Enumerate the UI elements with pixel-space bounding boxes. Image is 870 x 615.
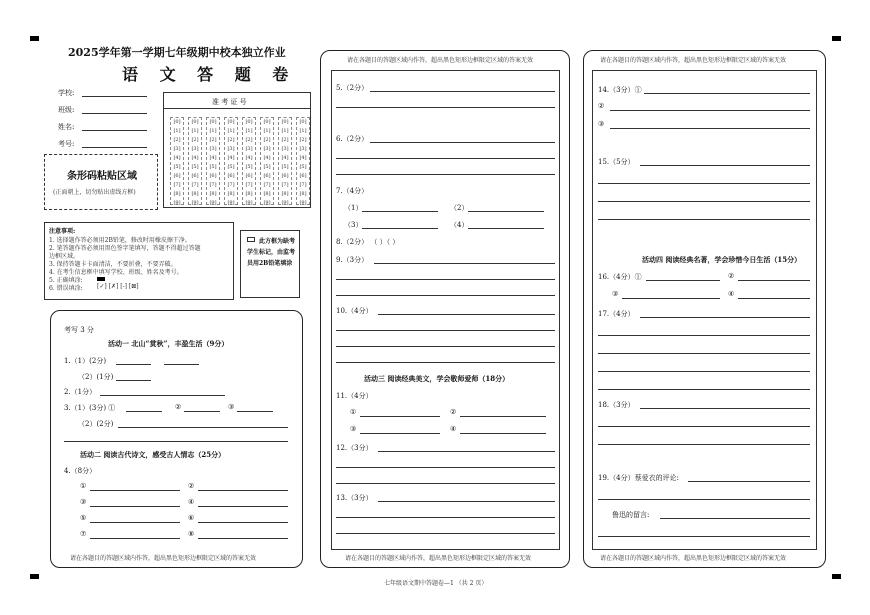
exam-id-bubble[interactable]: [5]: [263, 164, 271, 170]
exam-id-bubble[interactable]: [8]: [227, 191, 235, 197]
field-id-label: 考号:: [58, 140, 75, 148]
column-2-footer: 请在各题目的答题区域内作答，超出黑色矩形边框限定区域的答案无效: [345, 555, 532, 562]
exam-id-bubble[interactable]: [6]: [173, 173, 181, 179]
q17-blank[interactable]: [598, 353, 810, 354]
notes-item: 3. 保持答题卡卡面清洁，不要折叠，不要弄破。: [49, 261, 177, 268]
exam-id-bubble[interactable]: [7]: [209, 182, 217, 188]
page-footer: 七年级语文期中答题卷—1 （共 2 页）: [384, 580, 488, 587]
q1b-label: （2）(1分): [78, 373, 114, 381]
absent-note: 此方框为缺考学生标记，由监考员用2B铅笔填涂: [247, 238, 296, 267]
q2-label: 2.（1分）: [64, 388, 97, 396]
q6-blank[interactable]: [336, 174, 555, 175]
q4-blank[interactable]: [198, 506, 288, 507]
exam-id-bubble[interactable]: [1]: [209, 128, 217, 134]
exam-id-bubble[interactable]: [4]: [173, 155, 181, 161]
wrong-fill-icon: [✓] [✗] [-] [⊠]: [97, 283, 139, 290]
barcode-area: [44, 154, 158, 210]
notes-item: 5. 正确填涂:: [49, 277, 83, 284]
q3a2-label: ②: [175, 403, 182, 411]
q13-label: 13.（3分）: [336, 494, 373, 502]
exam-id-bubble[interactable]: [4]: [281, 155, 289, 161]
exam-id-bubble[interactable]: [0]: [299, 119, 307, 125]
notes-item: 2. 笔答题作答必须用黑色签字笔填写，答题不得超过答题: [49, 245, 201, 252]
q11-blank[interactable]: [460, 416, 546, 417]
q16-label: 16.（4分）①: [598, 273, 642, 281]
notes-item: 6. 错误填涂:: [49, 285, 83, 292]
q4-label: 4.（8分）: [64, 467, 97, 475]
q1a-label: 1.（1）(2分): [64, 357, 107, 365]
q15-label: 15.（5分）: [598, 158, 635, 166]
exam-id-bubble[interactable]: [8]: [209, 191, 217, 197]
q7-item: （2）: [450, 204, 469, 212]
exam-id-bubble[interactable]: [0]: [173, 119, 181, 125]
exam-id-bubble[interactable]: [1]: [173, 128, 181, 134]
barcode-note: (正面朝上，切勿贴出虚线方框): [53, 189, 136, 196]
exam-id-bubble[interactable]: [5]: [227, 164, 235, 170]
exam-id-bubble[interactable]: [5]: [173, 164, 181, 170]
exam-id-title: 准 考 证 号: [212, 98, 247, 106]
q6-blank[interactable]: [370, 142, 555, 143]
exam-id-column[interactable]: [170, 117, 184, 205]
q3b-label: （2）(2分): [78, 420, 114, 428]
q4-blank[interactable]: [198, 490, 288, 491]
q10-blank[interactable]: [336, 362, 555, 363]
exam-id-bubble[interactable]: [8]: [245, 191, 253, 197]
exam-id-bubble[interactable]: [9]: [191, 200, 199, 206]
exam-id-bubble[interactable]: [7]: [299, 182, 307, 188]
q8-label: 8.（2分） （ ）（ ）: [336, 238, 400, 246]
q11-item: ③: [350, 425, 357, 433]
q16-blank[interactable]: [738, 298, 810, 299]
exam-id-bubble[interactable]: [8]: [173, 191, 181, 197]
exam-id-bubble[interactable]: [1]: [299, 128, 307, 134]
exam-id-bubble[interactable]: [0]: [245, 119, 253, 125]
exam-id-bubble[interactable]: [8]: [281, 191, 289, 197]
exam-id-bubble[interactable]: [7]: [281, 182, 289, 188]
q9-label: 9.（3分）: [336, 256, 369, 264]
exam-id-bubble[interactable]: [7]: [227, 182, 235, 188]
q14-blank[interactable]: [644, 93, 810, 94]
q4-item: ⑧: [188, 530, 195, 538]
exam-id-bubble[interactable]: [0]: [227, 119, 235, 125]
q17-blank[interactable]: [598, 371, 810, 372]
correct-fill-icon: [97, 277, 105, 281]
exam-id-bubble[interactable]: [8]: [299, 191, 307, 197]
q1a-blank[interactable]: [164, 364, 199, 365]
exam-id-bubble[interactable]: [2]: [227, 137, 235, 143]
exam-id-bubble[interactable]: [5]: [191, 164, 199, 170]
exam-id-bubble[interactable]: [3]: [173, 146, 181, 152]
q18-blank[interactable]: [598, 444, 810, 445]
exam-id-bubble[interactable]: [4]: [245, 155, 253, 161]
q4-blank[interactable]: [90, 538, 180, 539]
exam-id-column[interactable]: [242, 117, 256, 205]
q4-blank[interactable]: [198, 522, 288, 523]
q17-blank[interactable]: [598, 389, 810, 390]
column-1-footer: 请在各题目的答题区域内作答，超出黑色矩形边框限定区域的答案无效: [70, 555, 257, 562]
field-name-label: 姓名:: [58, 123, 75, 131]
column-3-footer: 请在各题目的答题区域内作答，超出黑色矩形边框限定区域的答案无效: [600, 555, 787, 562]
exam-id-column[interactable]: [206, 117, 220, 205]
q14-blank[interactable]: [610, 128, 810, 129]
q4-blank[interactable]: [90, 506, 180, 507]
q16-blank[interactable]: [738, 280, 810, 281]
exam-id-bubble[interactable]: [5]: [281, 164, 289, 170]
exam-id-bubble[interactable]: [9]: [209, 200, 217, 206]
exam-id-bubble[interactable]: [3]: [281, 146, 289, 152]
q4-blank[interactable]: [90, 522, 180, 523]
exam-id-bubble[interactable]: [3]: [191, 146, 199, 152]
q10-blank[interactable]: [336, 330, 555, 331]
field-class-label: 班级:: [58, 106, 75, 114]
exam-id-bubble[interactable]: [4]: [191, 155, 199, 161]
q11-item: ④: [450, 425, 457, 433]
q4-item: ②: [188, 482, 195, 490]
q19-blank[interactable]: [688, 481, 810, 482]
corner-mark: [30, 574, 39, 579]
notes-box: [44, 222, 234, 300]
exam-id-bubble[interactable]: [4]: [227, 155, 235, 161]
exam-id-bubble[interactable]: [1]: [227, 128, 235, 134]
q13-blank[interactable]: [336, 517, 555, 518]
q16c-label: ③: [612, 290, 619, 298]
q19b-blank[interactable]: [660, 518, 810, 519]
q10-label: 10.（4分）: [336, 307, 373, 315]
q4-item: ⑦: [80, 530, 87, 538]
q4-blank[interactable]: [198, 538, 288, 539]
exam-id-bubble[interactable]: [7]: [245, 182, 253, 188]
exam-id-bubble[interactable]: [6]: [299, 173, 307, 179]
exam-id-bubble[interactable]: [9]: [299, 200, 307, 206]
q12-blank[interactable]: [336, 467, 555, 468]
q4-blank[interactable]: [90, 490, 180, 491]
q5-label: 5.（2分）: [336, 84, 369, 92]
q7-label: 7.（4分）: [336, 187, 369, 195]
exam-id-bubble[interactable]: [1]: [263, 128, 271, 134]
notes-item: 边框区域。: [49, 253, 80, 260]
exam-id-bubble[interactable]: [6]: [209, 173, 217, 179]
exam-id-bubble[interactable]: [7]: [173, 182, 181, 188]
exam-id-column[interactable]: [278, 117, 292, 205]
q1b-blank[interactable]: [116, 380, 151, 381]
exam-id-bubble[interactable]: [2]: [173, 137, 181, 143]
q3-blank[interactable]: [126, 411, 162, 412]
q11-item: ①: [350, 408, 357, 416]
exam-id-bubble[interactable]: [1]: [191, 128, 199, 134]
q7-blank[interactable]: [362, 228, 438, 229]
notes-item: 1. 选择题作答必须用2B铅笔，修改时用橡皮擦干净。: [49, 237, 191, 244]
q5-blank[interactable]: [370, 91, 555, 92]
exam-id-bubble[interactable]: [3]: [263, 146, 271, 152]
column-3-header: 请在各题目的答题区域内作答，超出黑色矩形边框限定区域的答案无效: [600, 57, 787, 64]
q16b-label: ②: [728, 272, 735, 280]
column-2-header: 请在各题目的答题区域内作答，超出黑色矩形边框限定区域的答案无效: [347, 57, 534, 64]
q17-blank[interactable]: [640, 317, 810, 318]
q14c-label: ③: [598, 120, 605, 128]
exam-id-bubble[interactable]: [6]: [281, 173, 289, 179]
exam-id-bubble[interactable]: [3]: [227, 146, 235, 152]
exam-id-bubble[interactable]: [6]: [245, 173, 253, 179]
q11-blank[interactable]: [360, 433, 440, 434]
q3b-blank[interactable]: [118, 427, 288, 428]
q16d-label: ④: [728, 290, 735, 298]
exam-id-bubble[interactable]: [9]: [281, 200, 289, 206]
q18-blank[interactable]: [640, 408, 810, 409]
exam-id-bubble[interactable]: [2]: [281, 137, 289, 143]
q11-blank[interactable]: [360, 416, 440, 417]
q12-blank[interactable]: [336, 483, 555, 484]
exam-id-bubble[interactable]: [8]: [191, 191, 199, 197]
corner-mark: [30, 36, 39, 41]
q14-label: 14.（3分）①: [598, 86, 642, 94]
exam-id-bubble[interactable]: [6]: [191, 173, 199, 179]
exam-id-bubble[interactable]: [6]: [263, 173, 271, 179]
field-id-input[interactable]: [82, 147, 147, 148]
q16-blank[interactable]: [622, 298, 720, 299]
exam-id-bubble[interactable]: [2]: [299, 137, 307, 143]
exam-id-column[interactable]: [224, 117, 238, 205]
exam-id-bubble[interactable]: [3]: [209, 146, 217, 152]
exam-id-bubble[interactable]: [9]: [173, 200, 181, 206]
q6-label: 6.（2分）: [336, 135, 369, 143]
exam-id-bubble[interactable]: [2]: [245, 137, 253, 143]
exam-id-bubble[interactable]: [5]: [299, 164, 307, 170]
q3b-blank[interactable]: [64, 441, 288, 442]
exam-id-bubble[interactable]: [2]: [209, 137, 217, 143]
exam-id-bubble[interactable]: [9]: [227, 200, 235, 206]
exam-id-bubble[interactable]: [8]: [263, 191, 271, 197]
exam-id-bubble[interactable]: [7]: [191, 182, 199, 188]
exam-id-bubble[interactable]: [4]: [263, 155, 271, 161]
q7-blank[interactable]: [468, 211, 544, 212]
q7-item: （4）: [450, 221, 469, 229]
score-note: 考写 3 分: [64, 326, 94, 334]
q18-label: 18.（3分）: [598, 401, 635, 409]
q3-blank[interactable]: [237, 411, 273, 412]
q11-blank[interactable]: [460, 433, 546, 434]
q19-blank[interactable]: [598, 499, 810, 500]
q5-blank[interactable]: [336, 107, 555, 108]
q13-blank[interactable]: [378, 501, 555, 502]
q2-blank[interactable]: [100, 395, 225, 396]
q19b-blank[interactable]: [598, 536, 810, 537]
activity-4-title: 活动四 阅读经典名著，学会珍惜今日生活（15分）: [642, 255, 802, 264]
q17-label: 17.（4分）: [598, 310, 635, 318]
q15-blank[interactable]: [640, 165, 810, 166]
q15-blank[interactable]: [598, 201, 810, 202]
exam-id-column[interactable]: [260, 117, 274, 205]
q3-blank[interactable]: [184, 411, 220, 412]
q19-label: 19.（4分）蔡爱衣的评论:: [598, 474, 679, 482]
q4-item: ④: [188, 498, 195, 506]
q19b-label: 鲁迅的留言:: [612, 511, 650, 519]
q7-item: （1）: [344, 204, 363, 212]
q4-item: ⑤: [80, 514, 87, 522]
corner-mark: [832, 36, 841, 41]
q15-blank[interactable]: [598, 219, 810, 220]
q4-item: ③: [80, 498, 87, 506]
q6-blank[interactable]: [336, 158, 555, 159]
q16-blank[interactable]: [646, 280, 720, 281]
q7-item: （3）: [344, 221, 363, 229]
field-school-label: 学校:: [58, 89, 75, 97]
exam-id-bubble[interactable]: [3]: [245, 146, 253, 152]
exam-id-column[interactable]: [188, 117, 202, 205]
q11-item: ②: [450, 408, 457, 416]
exam-id-bubble[interactable]: [7]: [263, 182, 271, 188]
exam-id-bubble[interactable]: [2]: [191, 137, 199, 143]
q14b-label: ②: [598, 102, 605, 110]
activity-2-title: 活动二 阅读古代诗文，感受古人情志（25分）: [80, 450, 226, 459]
exam-id-bubble[interactable]: [9]: [263, 200, 271, 206]
exam-id-bubble[interactable]: [9]: [245, 200, 253, 206]
barcode-title: 条形码粘贴区域: [67, 171, 137, 182]
exam-id-bubble[interactable]: [0]: [281, 119, 289, 125]
q4-item: ①: [80, 482, 87, 490]
exam-id-bubble[interactable]: [2]: [263, 137, 271, 143]
q15-blank[interactable]: [598, 183, 810, 184]
q11-label: 11.（4分）: [336, 392, 373, 400]
exam-id-bubble[interactable]: [5]: [245, 164, 253, 170]
exam-id-bubble[interactable]: [4]: [299, 155, 307, 161]
exam-id-bubble[interactable]: [0]: [191, 119, 199, 125]
q3a3-label: ③: [228, 403, 235, 411]
exam-id-column[interactable]: [296, 117, 310, 205]
q12-label: 12.（3分）: [336, 444, 373, 452]
q18-blank[interactable]: [598, 426, 810, 427]
field-class-input[interactable]: [82, 113, 147, 114]
corner-mark: [832, 574, 841, 579]
exam-id-bubble[interactable]: [1]: [281, 128, 289, 134]
q7-blank[interactable]: [362, 211, 438, 212]
exam-id-bubble[interactable]: [4]: [209, 155, 217, 161]
exam-id-bubble[interactable]: [5]: [209, 164, 217, 170]
exam-id-bubble[interactable]: [3]: [299, 146, 307, 152]
q9-blank[interactable]: [374, 263, 555, 264]
notes-item: 4. 在考生信息框中填写学校、班级、姓名及考号。: [49, 269, 183, 276]
q7-blank[interactable]: [468, 228, 544, 229]
q14-blank[interactable]: [610, 110, 810, 111]
q17-blank[interactable]: [598, 335, 810, 336]
q9-blank[interactable]: [336, 295, 555, 296]
activity-3-title: 活动三 阅读经典美文，学会敬师爱师（18分）: [364, 374, 510, 383]
q9-blank[interactable]: [336, 279, 555, 280]
exam-id-bubble[interactable]: [6]: [227, 173, 235, 179]
field-name-input[interactable]: [82, 130, 147, 131]
q3a-label: 3.（1）(3分) ①: [64, 404, 116, 412]
q1a-blank[interactable]: [116, 364, 151, 365]
exam-id-grid: [163, 92, 311, 208]
notes-title: 注意事项:: [49, 228, 76, 235]
q12-blank[interactable]: [378, 451, 555, 452]
exam-id-bubble[interactable]: [0]: [263, 119, 271, 125]
exam-id-bubble[interactable]: [0]: [209, 119, 217, 125]
field-school-input[interactable]: [82, 96, 147, 97]
q10-blank[interactable]: [378, 314, 555, 315]
sheet-title: 语 文 答 题 卷: [122, 65, 297, 84]
absent-box: [240, 230, 300, 298]
exam-title: 2025学年第一学期七年级期中校本独立作业: [68, 46, 286, 59]
exam-id-bubble[interactable]: [1]: [245, 128, 253, 134]
q4-item: ⑥: [188, 514, 195, 522]
activity-1-title: 活动一 北山“赏秋”，丰盈生活（9分）: [108, 339, 229, 348]
q13-blank[interactable]: [336, 533, 555, 534]
q10-blank[interactable]: [336, 346, 555, 347]
